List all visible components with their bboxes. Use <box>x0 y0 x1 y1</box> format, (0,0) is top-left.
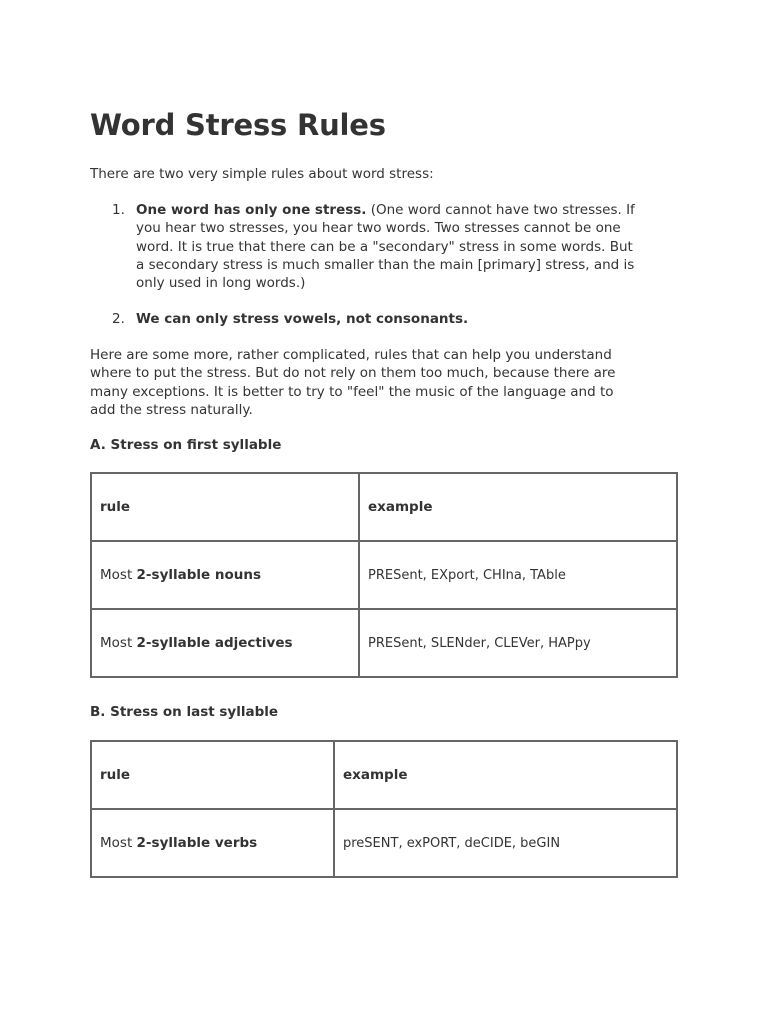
column-header-rule: rule <box>91 473 359 541</box>
rule-emphasis: 2-syllable adjectives <box>136 635 293 651</box>
rule-bold-text: We can only stress vowels, not consonants. <box>136 311 469 327</box>
rule-cell <box>91 541 359 609</box>
paragraph-line: many exceptions. It is better to try to "feel" the music of the language and to <box>90 383 614 400</box>
table-header-row <box>91 473 677 541</box>
page-title: Word Stress Rules <box>90 108 386 142</box>
rule-emphasis: 2-syllable verbs <box>136 835 258 851</box>
paragraph-line: where to put the stress. But do not rely on them too much, because there are <box>90 365 616 382</box>
rule-cell <box>91 809 334 877</box>
rule-text-line: word. It is true that there can be a "secondary" stress in some words. But <box>136 238 633 255</box>
rule-cell <box>91 609 359 677</box>
section-heading-a: A. Stress on first syllable <box>90 437 282 453</box>
rule-text <box>136 201 680 292</box>
rule-emphasis: 2-syllable nouns <box>136 567 262 583</box>
rule-text-line: (One word cannot have two stresses. If <box>366 202 635 218</box>
section-heading-b: B. Stress on last syllable <box>90 704 279 720</box>
rule-text-line: you hear two stresses, you hear two words. Two stresses cannot be one <box>136 220 621 237</box>
rule-prefix: Most <box>100 635 137 651</box>
example-cell: PRESent, SLENder, CLEVer, HAPpy <box>359 609 677 677</box>
intro-text: There are two very simple rules about word stress: <box>90 166 434 182</box>
example-cell: PRESent, EXport, CHIna, TAble <box>359 541 677 609</box>
column-header-rule: rule <box>91 741 334 809</box>
column-header-example: example <box>359 473 677 541</box>
table-row <box>91 609 677 677</box>
table-row <box>91 541 677 609</box>
rule-bold-text: One word has only one stress. <box>136 202 367 218</box>
stress-table-last-syllable <box>90 740 678 878</box>
rule-text-line: only used in long words.) <box>136 275 306 292</box>
paragraph-line: add the stress naturally. <box>90 401 253 418</box>
list-number: 1. <box>112 202 125 218</box>
rule-prefix: Most <box>100 835 137 851</box>
rule-text-line: a secondary stress is much smaller than the main [primary] stress, and is <box>136 256 635 273</box>
explanation-paragraph <box>90 346 680 419</box>
paragraph-line: Here are some more, rather complicated, rules that can help you understand <box>90 347 612 363</box>
stress-table-first-syllable <box>90 472 678 678</box>
rule-prefix: Most <box>100 567 137 583</box>
list-number: 2. <box>112 311 125 327</box>
example-cell: preSENT, exPORT, deCIDE, beGIN <box>334 809 677 877</box>
table-row <box>91 809 677 877</box>
rule-text <box>136 310 680 328</box>
column-header-example: example <box>334 741 677 809</box>
table-header-row <box>91 741 677 809</box>
